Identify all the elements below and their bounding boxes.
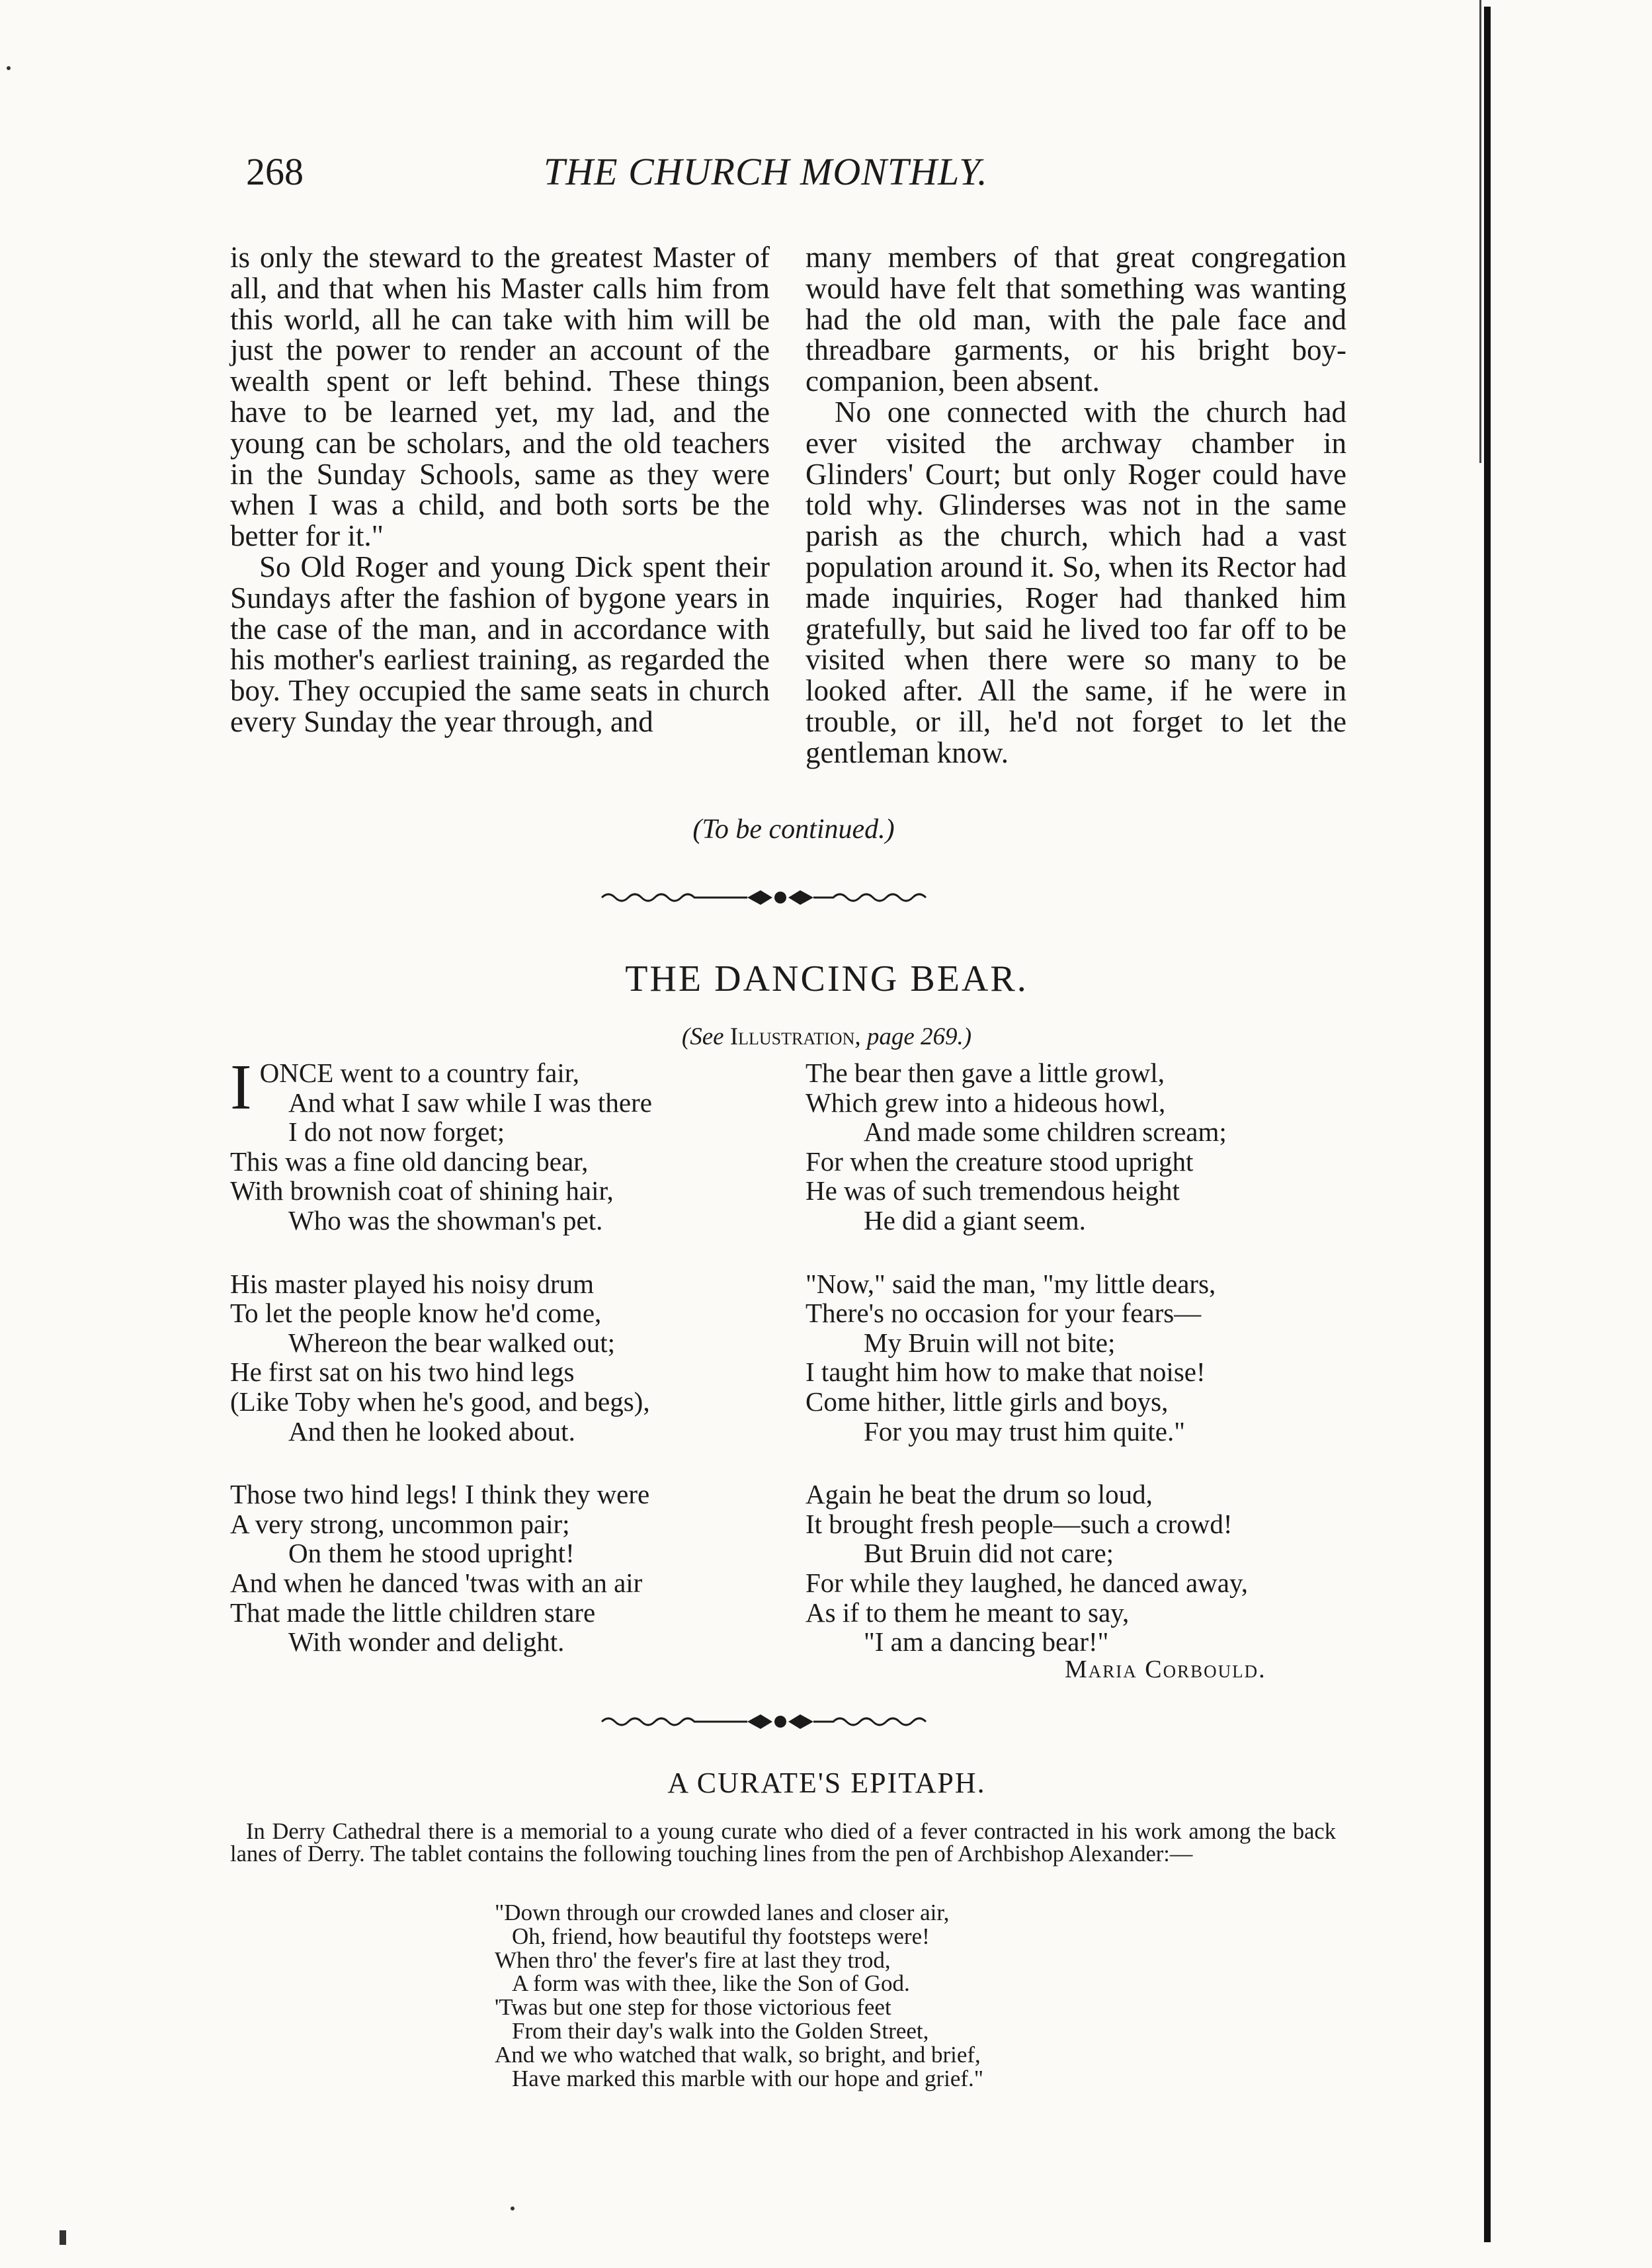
paragraph: No one connected with the church had ever visited the archway chamber in Glinders' Court; but only Roger could have told why. Glinderses was not in the same parish as the church, which had a vast population around it. So, when its Rector had made inquiries, Roger had thanked him gratefully, but said he lived too far off to be visited when there were so many to be looked after. All the same, if he were in trouble, or ill, he'd not forget to let the gentleman know. — [805, 395, 1346, 769]
poem-line: I do not now forget; — [288, 1116, 505, 1148]
poem-line: ONCE went to a country fair, — [259, 1058, 580, 1088]
continued-note: (To be continued.) — [692, 814, 895, 845]
poem-line: "I am a dancing bear!" — [864, 1626, 1109, 1658]
epitaph-title: A CURATE'S EPITAPH. — [667, 1767, 986, 1799]
poem-line: That made the little children stare — [230, 1597, 596, 1628]
poem-line: For when the creature stood upright — [805, 1146, 1194, 1177]
poem-line: This was a fine old dancing bear, — [230, 1146, 589, 1177]
poem-line: For you may trust him quite." — [864, 1415, 1185, 1447]
page-edge-shadow — [1478, 0, 1495, 2249]
poem-line: For while they laughed, he danced away, — [805, 1567, 1249, 1598]
poem-right-column — [805, 1058, 1401, 1691]
paragraph: many members of that great congregation would have felt that something was wanting had the old man, with the pale face and threadbare garments, or his bright boy-companion, been absent. — [805, 241, 1346, 398]
poem-line: On them he stood upright! — [288, 1538, 575, 1569]
poem-line: He did a giant seem. — [864, 1204, 1086, 1236]
ornament-divider-2 — [595, 1710, 966, 1733]
stray-dot — [511, 2206, 515, 2210]
poem-line: His master played his noisy drum — [230, 1268, 595, 1299]
paragraph: So Old Roger and young Dick spent their Sundays after the fashion of bygone years in the case of the man, and in accordance with his mother's earliest training, as regarded the boy. They occupied the same seats in church every Sunday the year through, and — [230, 550, 770, 738]
stray-dot-2 — [7, 66, 11, 70]
poem-line: Who was the showman's pet. — [288, 1204, 603, 1236]
stanza — [230, 1480, 812, 1657]
running-title: THE CHURCH MONTHLY. — [544, 150, 988, 193]
poem-line: (Like Toby when he's good, and begs), — [230, 1386, 650, 1417]
poem-line: And then he looked about. — [288, 1415, 575, 1447]
poem-line: And what I saw while I was there — [288, 1087, 652, 1118]
poem-line: And made some children scream; — [864, 1116, 1227, 1148]
epitaph-poem — [495, 1901, 983, 2090]
see-illustration: Illustration — [729, 1023, 855, 1050]
stanza — [805, 1480, 1401, 1657]
illustration-reference — [562, 1023, 1091, 1051]
poem-author: Maria Corbould. — [1065, 1656, 1266, 1683]
story-left-column — [230, 242, 770, 737]
stanza — [805, 1058, 1401, 1236]
poem-line: My Bruin will not bite; — [864, 1327, 1116, 1358]
epitaph-line: "Down through our crowded lanes and closer air, — [495, 1900, 950, 1925]
poem-line: With brownish coat of shining hair, — [230, 1175, 614, 1206]
poem-line: There's no occasion for your fears— — [805, 1298, 1202, 1329]
ornament-divider — [595, 886, 966, 909]
poem-line: Those two hind legs! I think they were — [230, 1479, 650, 1510]
epitaph-line: Have marked this marble with our hope and grief." — [512, 2065, 984, 2091]
stanza — [805, 1269, 1401, 1447]
see-page: , page 269.) — [854, 1023, 972, 1050]
poem-line: It brought fresh people—such a crowd! — [805, 1508, 1233, 1539]
poem-line: Again he beat the drum so loud, — [805, 1479, 1153, 1510]
paragraph: is only the steward to the greatest Master of all, and that when his Master calls him from this world, all he can take with him will be just the power to render an account of the wealth spent or left behind. These things have to be learned yet, my lad, and the young can be scholars, and the old teachers in the Sunday Schools, same as they were when I was a child, and both sorts be the better for it." — [230, 241, 770, 553]
poem-line: A very strong, uncommon pair; — [230, 1508, 570, 1539]
poem-line: Which grew into a hideous howl, — [805, 1087, 1166, 1118]
poem-line: Come hither, little girls and boys, — [805, 1386, 1169, 1417]
stanza — [230, 1052, 812, 1236]
dancing-bear-title: THE DANCING BEAR. — [625, 958, 1028, 999]
stanza — [230, 1269, 812, 1447]
stray-mark — [60, 2230, 66, 2245]
epitaph-intro: In Derry Cathedral there is a memorial to a young curate who died of a fever contracted in his work among the back lanes of Derry. The tablet contains the following touching lines from the pen of Archbishop Alexander:— — [230, 1819, 1336, 1867]
story-right-column — [805, 242, 1346, 769]
epitaph-line: 'Twas but one step for those victorious feet — [495, 1994, 891, 2021]
see-prefix: (See — [681, 1023, 730, 1050]
poem-line: He first sat on his two hind legs — [230, 1357, 575, 1388]
poem-line: He was of such tremendous height — [805, 1175, 1180, 1206]
poem-line: As if to them he meant to say, — [805, 1597, 1130, 1628]
drop-cap: I — [230, 1052, 252, 1123]
epitaph-line: From their day's walk into the Golden Street, — [512, 2017, 929, 2044]
poem-line: To let the people know he'd come, — [230, 1298, 602, 1329]
epitaph-line: And we who watched that walk, so bright, and brief, — [495, 2041, 981, 2068]
poem-line: The bear then gave a little growl, — [805, 1058, 1165, 1088]
page-number: 268 — [246, 150, 304, 193]
poem-line: Whereon the bear walked out; — [288, 1327, 616, 1358]
poem-line: But Bruin did not care; — [864, 1538, 1114, 1569]
poem-left-column — [230, 1052, 812, 1691]
poem-line: "Now," said the man, "my little dears, — [805, 1268, 1216, 1299]
epitaph-line: A form was with thee, like the Son of God. — [512, 1970, 910, 1997]
poem-line: I taught him how to make that noise! — [805, 1357, 1206, 1388]
epitaph-line: Oh, friend, how beautiful thy footsteps were! — [512, 1923, 930, 1949]
poem-line: And when he danced 'twas with an air — [230, 1567, 643, 1598]
epitaph-line: When thro' the fever's fire at last they trod, — [495, 1947, 891, 1973]
poem-line: With wonder and delight. — [288, 1626, 565, 1658]
